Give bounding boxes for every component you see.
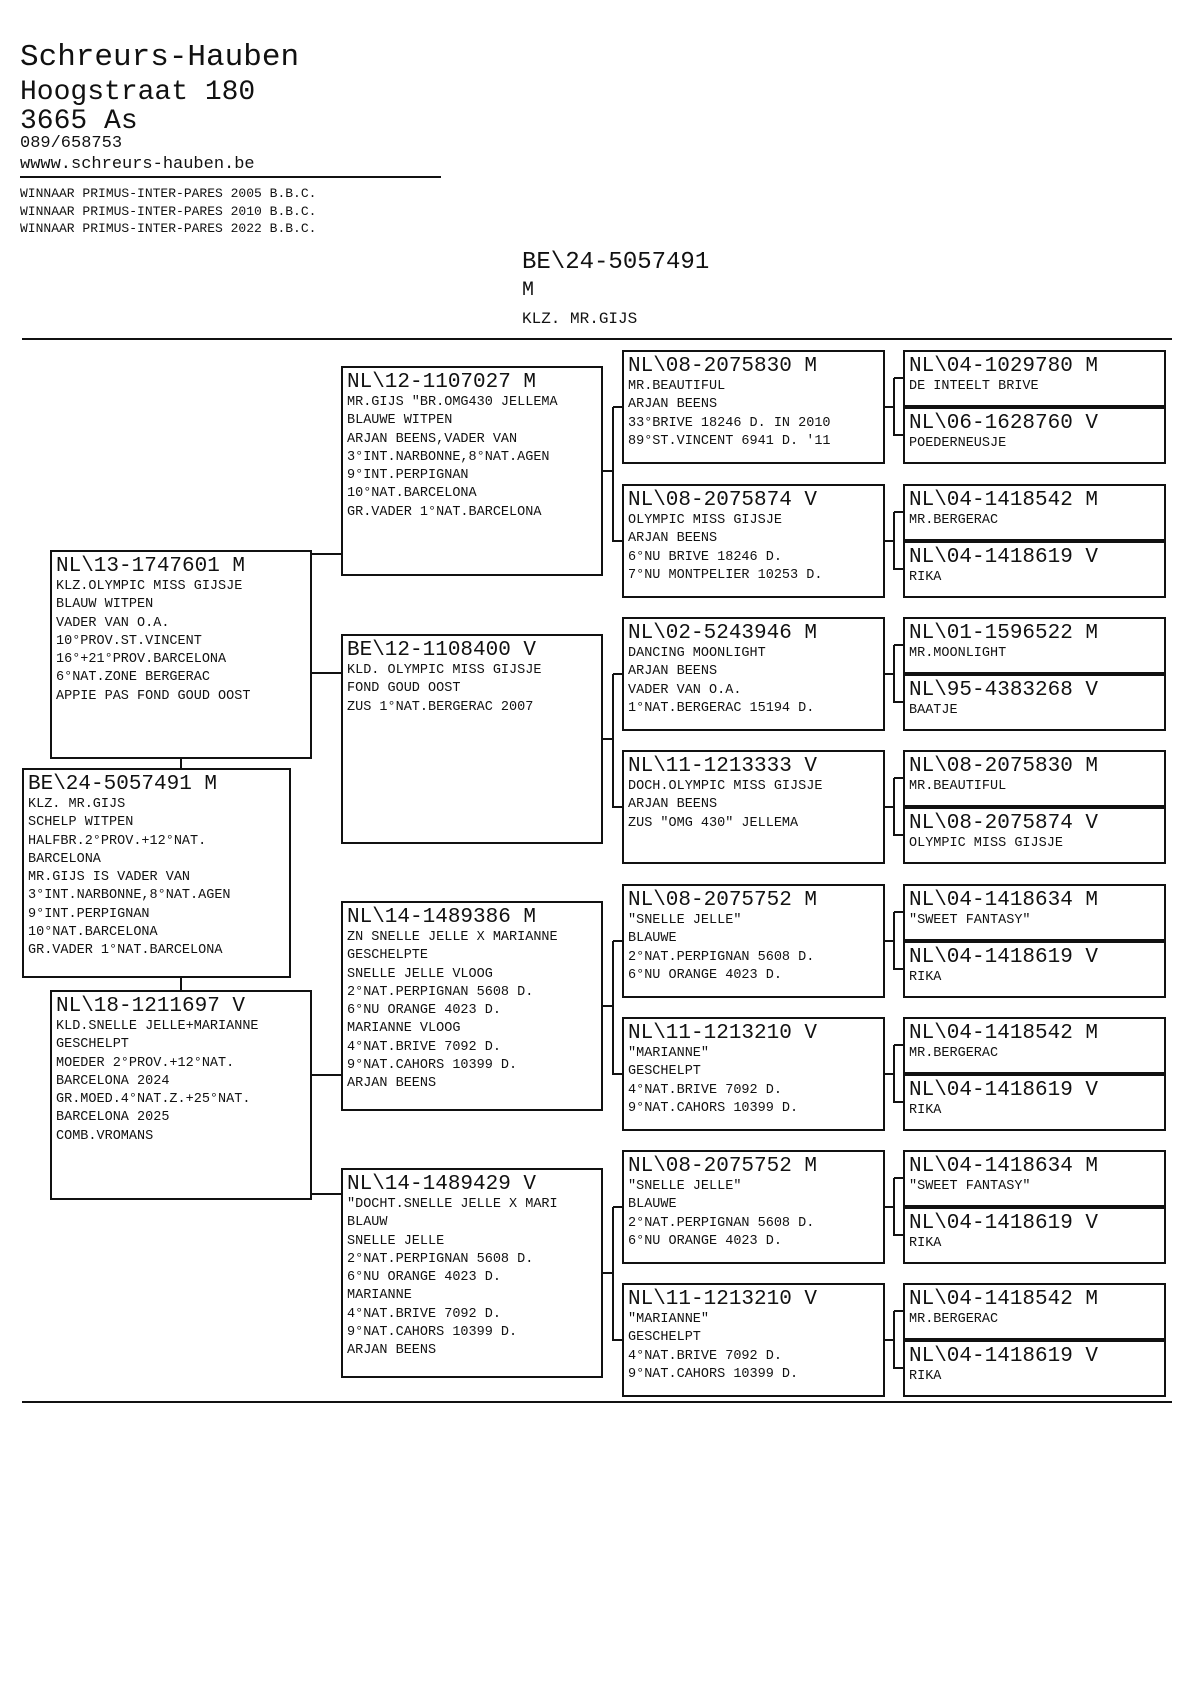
pedigree-note: ARJAN BEENS [628, 664, 718, 680]
pedigree-note: 3°INT.NARBONNE,8°NAT.AGEN [347, 449, 550, 465]
pedigree-note: 33°BRIVE 18246 D. IN 2010 [628, 415, 831, 431]
pedigree-note: MR.BERGERAC [909, 1046, 999, 1061]
connector-line [612, 407, 614, 542]
pedigree-note: VADER VAN O.A. [628, 682, 742, 698]
pedigree-note: 6°NU BRIVE 18246 D. [628, 549, 782, 565]
connector-line [893, 1045, 895, 1103]
pedigree-note: KLZ. MR.GIJS [28, 797, 126, 812]
pedigree-note: RIKA [909, 1369, 942, 1384]
ring-number: NL\04-1418542 M [909, 1288, 1099, 1311]
connector-line [894, 1234, 903, 1236]
subject-name: KLZ. MR.GIJS [522, 310, 638, 328]
connector-line [894, 377, 903, 379]
connector-line [894, 1044, 903, 1046]
pedigree-note: 2°NAT.PERPIGNAN 5608 D. [347, 1251, 534, 1267]
pedigree-note: 9°INT.PERPIGNAN [347, 468, 469, 484]
pedigree-note: 10°NAT.BARCELONA [347, 486, 477, 502]
awards-list [20, 185, 316, 238]
ancestor-box [903, 1150, 1166, 1207]
pedigree-note: KLD. OLYMPIC MISS GIJSJE [347, 663, 542, 678]
pedigree-note: BAATJE [909, 703, 958, 718]
pedigree-note: MOEDER 2°PROV.+12°NAT. [56, 1055, 235, 1071]
ancestor-box [903, 1340, 1166, 1397]
connector-line [312, 1193, 341, 1195]
pedigree-note: MR.GIJS "BR.OMG430 JELLEMA [347, 395, 558, 410]
great-grandparent-box [622, 350, 885, 464]
pedigree-note: 16°+21°PROV.BARCELONA [56, 652, 227, 668]
pedigree-note: BLAUWE [628, 1197, 677, 1213]
pedigree-note: ZUS "OMG 430" JELLEMA [628, 815, 799, 831]
connector-line [894, 511, 903, 513]
pedigree-note: BLAUW [347, 1215, 388, 1231]
pedigree-note: 89°ST.VINCENT 6941 D. '11 [628, 433, 831, 449]
great-grandparent-box [622, 750, 885, 864]
ring-number: NL\08-2075752 M [628, 889, 818, 912]
great-grandparent-box [622, 484, 885, 598]
connector-line [180, 978, 182, 990]
connector-line [894, 1310, 903, 1312]
connector-line [893, 778, 895, 836]
connector-line [613, 940, 622, 942]
subject-ring-number: BE\24-5057491 [522, 249, 710, 276]
top-divider [22, 338, 1172, 340]
connector-line [613, 1339, 622, 1341]
ring-number: NL\12-1107027 M [347, 371, 537, 394]
pedigree-note: BARCELONA 2024 [56, 1073, 170, 1089]
pedigree-note: BARCELONA 2025 [56, 1110, 170, 1126]
pedigree-note: GESCHELPT [628, 1064, 701, 1080]
connector-line [894, 834, 903, 836]
ring-number: NL\04-1418619 V [909, 1345, 1099, 1368]
pedigree-note: POEDERNEUSJE [909, 436, 1007, 451]
ring-number: NL\04-1418542 M [909, 1022, 1099, 1045]
connector-line [613, 1206, 622, 1208]
pedigree-note: MR.BEAUTIFUL [909, 779, 1007, 794]
pedigree-note: 4°NAT.BRIVE 7092 D. [628, 1348, 782, 1364]
pedigree-note: GR.VADER 1°NAT.BARCELONA [347, 504, 542, 520]
ring-number: NL\08-2075874 V [628, 489, 818, 512]
ancestor-box [903, 807, 1166, 864]
pedigree-note: MR.BERGERAC [909, 1312, 999, 1327]
pedigree-note: MARIANNE VLOOG [347, 1021, 461, 1037]
ring-number: NL\04-1418619 V [909, 946, 1099, 969]
pedigree-note: ARJAN BEENS [628, 797, 718, 813]
connector-line [894, 777, 903, 779]
award-line: WINNAAR PRIMUS-INTER-PARES 2022 B.B.C. [20, 221, 317, 236]
pedigree-note: 2°NAT.PERPIGNAN 5608 D. [628, 1215, 815, 1231]
pedigree-note: GESCHELPT [56, 1037, 129, 1053]
pedigree-note: 3°INT.NARBONNE,8°NAT.AGEN [28, 888, 231, 904]
great-grandparent-box [622, 1150, 885, 1264]
pedigree-note: BLAUWE WITPEN [347, 413, 453, 429]
connector-line [893, 912, 895, 970]
connector-line [613, 1073, 622, 1075]
pedigree-note: "DOCHT.SNELLE JELLE X MARI [347, 1197, 558, 1212]
pedigree-note: 9°NAT.CAHORS 10399 D. [628, 1100, 799, 1116]
pedigree-note: ARJAN BEENS [628, 397, 718, 413]
pedigree-note: 7°NU MONTPELIER 10253 D. [628, 567, 823, 583]
pedigree-note: RIKA [909, 1103, 942, 1118]
bottom-divider [22, 1401, 1172, 1403]
ring-number: BE\24-5057491 M [28, 773, 218, 796]
pedigree-note: 9°NAT.CAHORS 10399 D. [628, 1366, 799, 1382]
ring-number: NL\06-1628760 V [909, 412, 1099, 435]
ancestor-box [903, 350, 1166, 407]
ring-number: NL\13-1747601 M [56, 555, 246, 578]
pedigree-note: 2°NAT.PERPIGNAN 5608 D. [628, 949, 815, 965]
pedigree-note: "MARIANNE" [628, 1046, 710, 1061]
pedigree-note: HALFBR.2°PROV.+12°NAT. [28, 833, 207, 849]
ring-number: NL\08-2075830 M [628, 355, 818, 378]
pedigree-note: ZUS 1°NAT.BERGERAC 2007 [347, 699, 534, 715]
pedigree-note: MR.GIJS IS VADER VAN [28, 870, 191, 886]
pedigree-note: "SNELLE JELLE" [628, 913, 742, 928]
pedigree-note: 9°INT.PERPIGNAN [28, 906, 150, 922]
subject-sex: M [522, 279, 535, 302]
pedigree-note: VADER VAN O.A. [56, 615, 170, 631]
pedigree-note: "SNELLE JELLE" [628, 1179, 742, 1194]
connector-line [613, 673, 622, 675]
connector-line [893, 512, 895, 570]
pedigree-note: KLD.SNELLE JELLE+MARIANNE [56, 1019, 259, 1034]
sire-box [50, 550, 312, 759]
pedigree-note: DANCING MOONLIGHT [628, 646, 766, 661]
pedigree-note: 2°NAT.PERPIGNAN 5608 D. [347, 984, 534, 1000]
connector-line [894, 1101, 903, 1103]
connector-line [180, 759, 182, 768]
pedigree-note: DOCH.OLYMPIC MISS GIJSJE [628, 779, 823, 794]
header-divider [20, 176, 441, 178]
connector-line [612, 941, 614, 1075]
pedigree-note: 9°NAT.CAHORS 10399 D. [347, 1325, 518, 1341]
pedigree-note: 4°NAT.BRIVE 7092 D. [347, 1039, 501, 1055]
great-grandparent-box [622, 1017, 885, 1131]
great-grandparent-box [622, 617, 885, 731]
great-grandparent-box [622, 1283, 885, 1397]
connector-line [613, 540, 622, 542]
ancestor-box [903, 1207, 1166, 1264]
pedigree-note: ARJAN BEENS,VADER VAN [347, 431, 518, 447]
ring-number: NL\02-5243946 M [628, 622, 818, 645]
pedigree-note: OLYMPIC MISS GIJSJE [909, 836, 1063, 851]
ring-number: NL\04-1029780 M [909, 355, 1099, 378]
pedigree-note: BLAUW WITPEN [56, 597, 154, 613]
connector-line [612, 1207, 614, 1341]
pedigree-note: 6°NU ORANGE 4023 D. [347, 1270, 501, 1286]
pedigree-note: ZN SNELLE JELLE X MARIANNE [347, 930, 558, 945]
ring-number: BE\12-1108400 V [347, 639, 537, 662]
ancestor-box [903, 617, 1166, 674]
pedigree-note: APPIE PAS FOND GOUD OOST [56, 688, 251, 704]
connector-line [894, 701, 903, 703]
grandparent-box [341, 1168, 603, 1378]
pedigree-note: ARJAN BEENS [347, 1076, 437, 1092]
ring-number: NL\14-1489386 M [347, 906, 537, 929]
ring-number: NL\04-1418619 V [909, 1212, 1099, 1235]
ring-number: NL\14-1489429 V [347, 1173, 537, 1196]
pedigree-note: SNELLE JELLE VLOOG [347, 966, 493, 982]
pedigree-note: 9°NAT.CAHORS 10399 D. [347, 1058, 518, 1074]
ring-number: NL\11-1213210 V [628, 1288, 818, 1311]
ring-number: NL\11-1213210 V [628, 1022, 818, 1045]
ring-number: NL\08-2075752 M [628, 1155, 818, 1178]
ring-number: NL\11-1213333 V [628, 755, 818, 778]
award-line: WINNAAR PRIMUS-INTER-PARES 2005 B.B.C. [20, 186, 317, 201]
pedigree-note: MARIANNE [347, 1288, 412, 1304]
grandparent-box [341, 366, 603, 576]
pedigree-note: 6°NU ORANGE 4023 D. [628, 1233, 782, 1249]
pedigree-note: 10°NAT.BARCELONA [28, 925, 158, 941]
connector-line [312, 672, 341, 674]
pedigree-note: GESCHELPTE [347, 948, 429, 964]
great-grandparent-box [622, 884, 885, 998]
connector-line [312, 1074, 341, 1076]
ring-number: NL\01-1596522 M [909, 622, 1099, 645]
connector-line [894, 434, 903, 436]
pedigree-note: FOND GOUD OOST [347, 681, 461, 697]
ancestor-box [903, 884, 1166, 941]
connector-line [612, 674, 614, 808]
pedigree-note: ARJAN BEENS [628, 531, 718, 547]
connector-line [613, 806, 622, 808]
connector-line [894, 568, 903, 570]
ring-number: NL\04-1418634 M [909, 889, 1099, 912]
pedigree-note: 6°NAT.ZONE BERGERAC [56, 670, 210, 686]
connector-line [893, 645, 895, 703]
pedigree-note: MR.BERGERAC [909, 513, 999, 528]
ancestor-box [903, 941, 1166, 998]
pedigree-note: SCHELP WITPEN [28, 815, 134, 831]
award-line: WINNAAR PRIMUS-INTER-PARES 2010 B.B.C. [20, 203, 317, 219]
ancestor-box [903, 674, 1166, 731]
ancestor-box [903, 750, 1166, 807]
dam-box [50, 990, 312, 1200]
pedigree-note: ARJAN BEENS [347, 1343, 437, 1359]
connector-line [894, 968, 903, 970]
pedigree-note: RIKA [909, 970, 942, 985]
connector-line [893, 1311, 895, 1369]
breeder-name: Schreurs-Hauben [20, 40, 300, 75]
ancestor-box [903, 1017, 1166, 1074]
pedigree-note: MR.BEAUTIFUL [628, 379, 726, 394]
grandparent-box [341, 634, 603, 844]
ring-number: NL\04-1418634 M [909, 1155, 1099, 1178]
connector-line [894, 644, 903, 646]
ring-number: NL\95-4383268 V [909, 679, 1099, 702]
grandparent-box [341, 901, 603, 1111]
pedigree-note: MR.MOONLIGHT [909, 646, 1007, 661]
pedigree-note: RIKA [909, 570, 942, 585]
pedigree-note: BARCELONA [28, 851, 101, 867]
pedigree-note: COMB.VROMANS [56, 1128, 154, 1144]
pedigree-note: 6°NU ORANGE 4023 D. [347, 1003, 501, 1019]
pedigree-note: "SWEET FANTASY" [909, 913, 1031, 928]
breeder-street: Hoogstraat 180 [20, 77, 256, 108]
ring-number: NL\04-1418619 V [909, 1079, 1099, 1102]
ring-number: NL\04-1418542 M [909, 489, 1099, 512]
connector-line [894, 1177, 903, 1179]
pedigree-note: "MARIANNE" [628, 1312, 710, 1327]
pedigree-note: GESCHELPT [628, 1330, 701, 1346]
pedigree-note: GR.MOED.4°NAT.Z.+25°NAT. [56, 1092, 251, 1108]
pedigree-note: RIKA [909, 1236, 942, 1251]
ancestor-box [903, 484, 1166, 541]
connector-line [312, 553, 341, 555]
ring-number: NL\04-1418619 V [909, 546, 1099, 569]
ring-number: NL\18-1211697 V [56, 995, 246, 1018]
connector-line [894, 1367, 903, 1369]
breeder-phone: 089/658753 [20, 134, 123, 153]
pedigree-note: KLZ.OLYMPIC MISS GIJSJE [56, 579, 243, 594]
pedigree-note: 10°PROV.ST.VINCENT [56, 633, 202, 649]
pedigree-note: BLAUWE [628, 931, 677, 947]
pedigree-note: 4°NAT.BRIVE 7092 D. [628, 1082, 782, 1098]
ancestor-box [903, 541, 1166, 598]
pedigree-note: GR.VADER 1°NAT.BARCELONA [28, 943, 223, 959]
pedigree-note: "SWEET FANTASY" [909, 1179, 1031, 1194]
pedigree-note: 1°NAT.BERGERAC 15194 D. [628, 700, 815, 716]
pedigree-note: 6°NU ORANGE 4023 D. [628, 967, 782, 983]
subject-box [22, 768, 291, 978]
pedigree-note: OLYMPIC MISS GIJSJE [628, 513, 782, 528]
ancestor-box [903, 1283, 1166, 1340]
ancestor-box [903, 1074, 1166, 1131]
ancestor-box [903, 407, 1166, 464]
connector-line [893, 378, 895, 436]
pedigree-note: SNELLE JELLE [347, 1233, 445, 1249]
pedigree-note: DE INTEELT BRIVE [909, 379, 1039, 394]
connector-line [613, 406, 622, 408]
breeder-website[interactable]: wwww.schreurs-hauben.be [20, 155, 255, 174]
breeder-city: 3665 As [20, 106, 138, 137]
pedigree-note: 4°NAT.BRIVE 7092 D. [347, 1306, 501, 1322]
ring-number: NL\08-2075830 M [909, 755, 1099, 778]
connector-line [893, 1178, 895, 1236]
ring-number: NL\08-2075874 V [909, 812, 1099, 835]
connector-line [894, 911, 903, 913]
